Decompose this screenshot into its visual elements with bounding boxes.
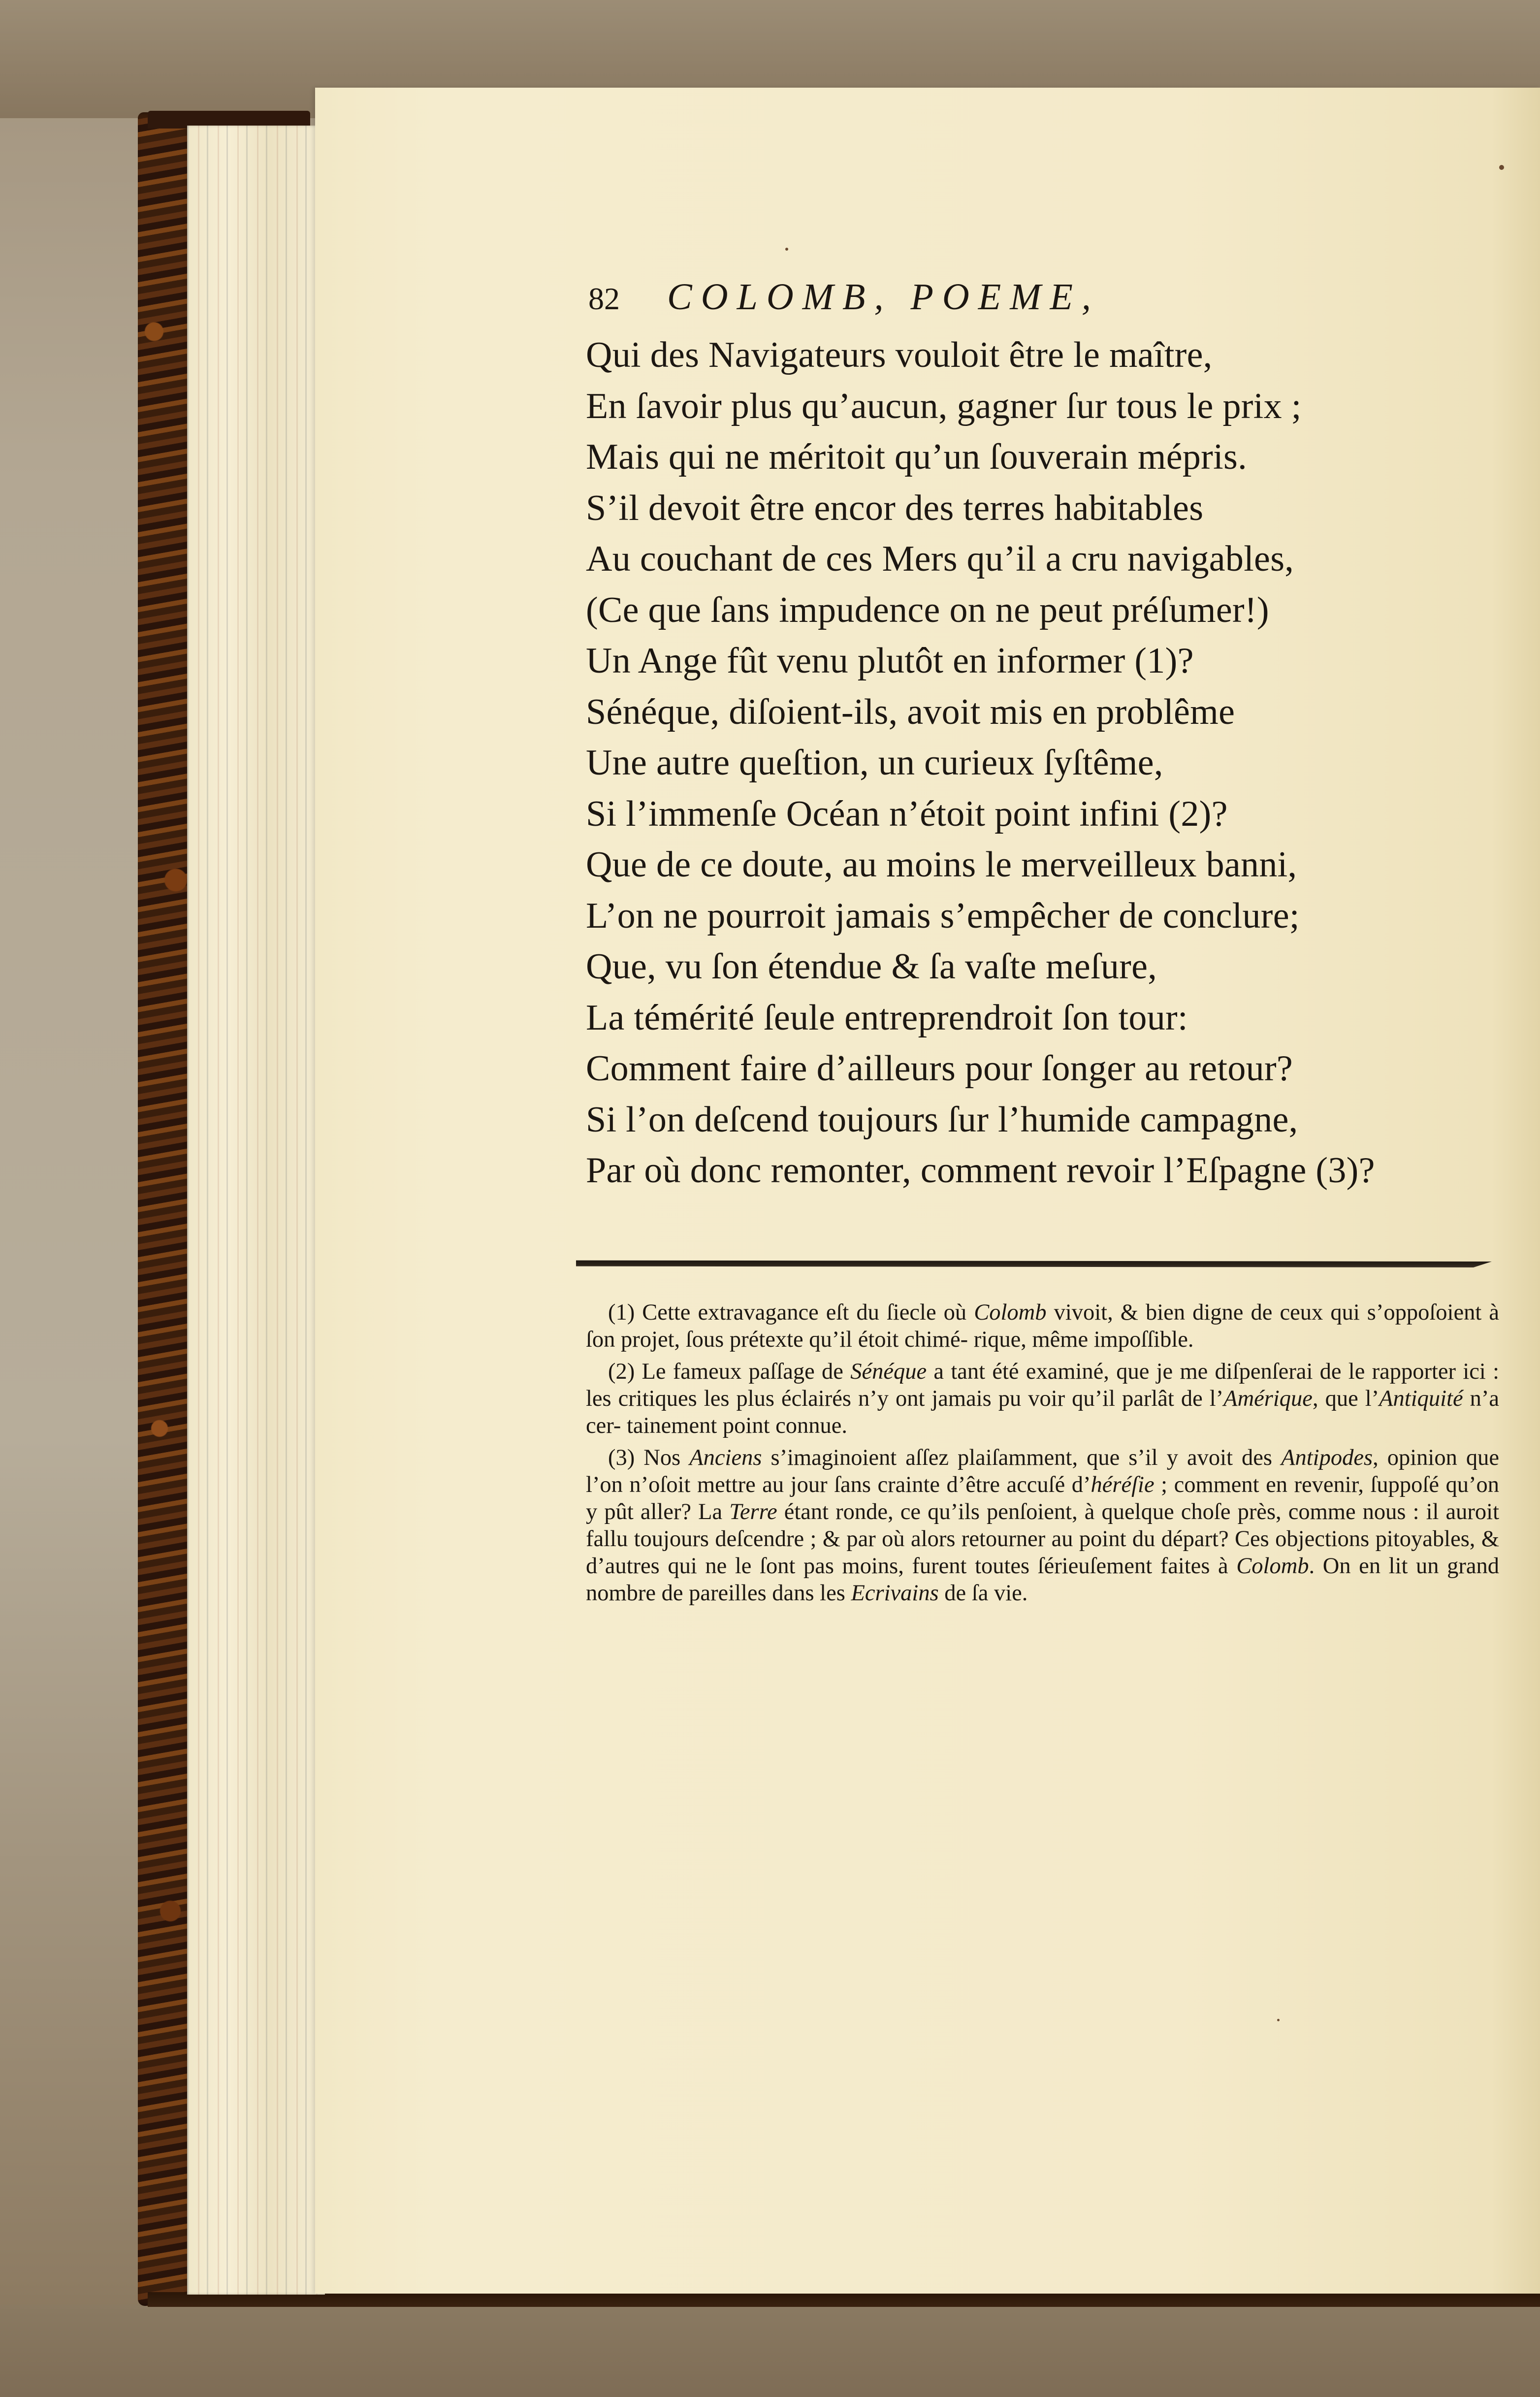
footnote-italic-text: Amérique [1223, 1386, 1313, 1411]
verse-line: Qui des Navigateurs vouloit être le maître, [586, 335, 1213, 375]
footnote-text: ; comment en revenir, ſuppoſé qu’on y pût aller? La [586, 1472, 1499, 1524]
footnote-text: a tant été examiné, que je me diſpenſerai de le rapporter ici : les critiques les plus éclairés n’y ont jamais pu voir qu’il parlât de l’ [586, 1359, 1499, 1411]
verse-line: Sénéque, diſoient-ils, avoit mis en problême [586, 691, 1235, 732]
verse-line: Comment faire d’ailleurs pour ſonger au retour? [586, 1048, 1293, 1089]
verse-line: En ſavoir plus qu’aucun, gagner ſur tous le prix ; [586, 386, 1302, 426]
verse-line: Si l’on deſcend toujours ſur l’humide campagne, [586, 1099, 1298, 1140]
page-number: 82 [588, 281, 620, 316]
verse-line: Que de ce doute, au moins le merveilleux banni, [586, 844, 1297, 885]
verse-line: Une autre queſtion, un curieux ſyſtême, [586, 743, 1163, 783]
footnote-text: , que l’ [1312, 1386, 1380, 1411]
leather-binding [138, 112, 192, 2306]
footnote-text: vivoit, & bien digne de ceux qui s’oppoſoient à ſon projet, ſous prétexte qu’il étoit chimé- rique, même impoſſible. [586, 1300, 1499, 1352]
background-bottom [0, 2304, 1540, 2397]
footnote-text: s’imaginoient aſſez plaiſamment, que s’il y avoit des [762, 1445, 1282, 1470]
footnote-1 [586, 1299, 1499, 1353]
verse-line: Un Ange fût venu plutôt en informer (1)? [586, 641, 1194, 681]
verse-line: La témérité ſeule entreprendroit ſon tour: [586, 997, 1188, 1038]
footnote-italic-text: Terre [729, 1499, 777, 1524]
verse-line: Au couchant de ces Mers qu’il a cru navigables, [586, 539, 1294, 579]
footnote-text: . On en lit un grand nombre de pareilles dans les [586, 1554, 1499, 1606]
footnote-text: (2) Le fameux paſſage de [608, 1359, 851, 1384]
footnote-italic-text: Antipodes [1281, 1445, 1373, 1470]
footnote-2 [586, 1358, 1499, 1439]
ink-speck [785, 248, 788, 251]
ink-speck [1499, 165, 1504, 170]
footnote-italic-text: héréſie [1091, 1472, 1155, 1497]
footnote-italic-text: Ecrivains [851, 1581, 939, 1606]
binding-bottom-edge [148, 2292, 1540, 2307]
footnotes [586, 1299, 1499, 1612]
page-block-edge [187, 126, 325, 2295]
footnote-text: n’a cer- tainement point connue. [586, 1386, 1500, 1438]
footnote-italic-text: Sénéque [850, 1359, 927, 1384]
footnote-italic-text: Colomb [1236, 1554, 1309, 1579]
footnote-3 [586, 1444, 1499, 1607]
footnote-text: , opinion que l’on n’oſoit mettre au jour ſans crainte d’être accuſé d’ [586, 1445, 1499, 1497]
footnote-italic-text: Anciens [689, 1445, 762, 1470]
running-head [588, 276, 1100, 320]
verse-line: (Ce que ſans impudence on ne peut préſumer!) [586, 589, 1269, 630]
footnote-italic-text: Colomb [974, 1300, 1047, 1325]
footnote-italic-text: Antiquité [1379, 1386, 1463, 1411]
verse-line: L’on ne pourroit jamais s’empêcher de conclure; [586, 895, 1300, 936]
verse-line: Si l’immenſe Océan n’étoit point infini (2)? [586, 793, 1228, 834]
verse-block [586, 330, 1521, 1197]
footnote-text: (3) Nos [608, 1445, 690, 1470]
footnote-text: étant ronde, ce qu’ils penſoient, à quelque choſe près, comme nous : il auroit fallu toujours deſcendre ; & par où alors retourner au point du départ? Ces objections pitoyables, & d’autres qui ne le ſont pas moins, furent toutes ſérieuſement faites à [586, 1499, 1499, 1579]
verse-line: Que, vu ſon étendue & ſa vaſte meſure, [586, 946, 1157, 987]
footnote-text: de ſa vie. [938, 1581, 1028, 1606]
verse-line: Par où donc remonter, comment revoir l’Eſpagne (3)? [586, 1150, 1375, 1191]
ink-speck [1277, 2019, 1280, 2021]
verse-line: Mais qui ne méritoit qu’un ſouverain mépris. [586, 437, 1247, 477]
footnote-text: (1) Cette extravagance eſt du ſiecle où [608, 1300, 974, 1325]
running-title: COLOMB, POEME, [667, 276, 1100, 318]
verse-line: S’il devoit être encor des terres habitables [586, 487, 1204, 528]
